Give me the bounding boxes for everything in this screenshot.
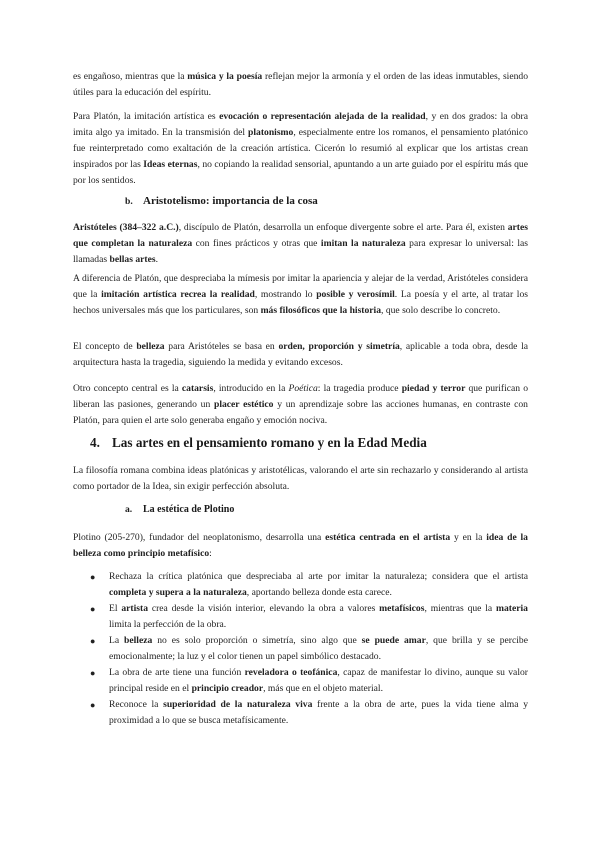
text-run: La filosofía romana combina ideas platónicas y aristotélicas, valorando el arte sin rechazarlo y considerando al artista como portador de la Idea, sin exigir perfección absoluta. — [73, 465, 528, 492]
bold-text: superioridad de la naturaleza viva — [163, 699, 313, 710]
paragraph-music-poetry — [73, 69, 528, 101]
bold-text: catarsis — [181, 383, 214, 394]
text-run: El — [109, 603, 122, 614]
bold-text: estética centrada en el artista — [325, 532, 451, 543]
text-run: , introducido en la — [213, 383, 289, 394]
bold-text: imitación artística recrea la realidad — [101, 289, 255, 300]
text-run: , discípulo de Platón, desarrolla un enfoque divergente sobre el arte. Para él, existen — [178, 222, 508, 233]
chapter-number: 4. — [90, 435, 100, 450]
text-run: es engañoso, mientras que la — [73, 71, 188, 82]
bullet-icon: ● — [90, 668, 96, 678]
text-run: , aportando belleza donde esta carece. — [246, 587, 392, 598]
paragraph-aristoteles-belleza — [73, 339, 528, 371]
chapter-heading-text: Las artes en el pensamiento romano y en la Edad Media — [112, 435, 427, 450]
paragraph-text — [73, 271, 528, 319]
paragraph-aristoteles-mimesis — [73, 271, 528, 319]
text-run: para Aristóteles se basa en — [164, 341, 279, 352]
paragraph-aristoteles-intro — [73, 220, 528, 268]
list-item — [73, 665, 528, 697]
paragraph-text — [73, 69, 528, 101]
bullet-icon: ● — [90, 604, 96, 614]
bold-text: evocación o representación alejada de la realidad — [219, 111, 426, 122]
section-heading-text: Aristotelismo: importancia de la cosa — [143, 195, 318, 207]
text-run: , más que en el objeto material. — [263, 683, 383, 694]
text-run: , aplicable a toda obra, desde la arquitectura hasta la tragedia, siguiendo la medida y evitando excesos. — [73, 341, 529, 368]
text-run: con fines prácticos y otras que — [192, 238, 321, 249]
bold-text: imitan la naturaleza — [320, 238, 406, 249]
list-item-text — [109, 603, 528, 630]
list-item — [73, 601, 528, 633]
bold-text: reveladora o teofánica — [244, 667, 338, 678]
bullet-icon: ● — [90, 700, 96, 710]
list-item-text — [109, 571, 528, 598]
chapter-heading-roman-medieval — [90, 434, 530, 452]
list-item-text — [109, 667, 528, 694]
paragraph-text — [73, 381, 528, 429]
text-run: Otro concepto central es la — [73, 383, 182, 394]
bold-text: se puede amar — [361, 635, 426, 646]
text-run: y en la — [450, 532, 487, 543]
bold-text: idea de la belleza como principio metafísico — [73, 532, 528, 559]
bold-text: metafísicos — [379, 603, 425, 614]
italic-text: Poética — [288, 383, 318, 394]
plotino-bullet-list — [73, 569, 528, 729]
text-run: La — [109, 635, 125, 646]
paragraph-text — [73, 220, 528, 268]
paragraph-text — [73, 109, 528, 189]
bold-text: música y la poesía — [187, 71, 263, 82]
section-letter: a. — [125, 504, 133, 515]
text-run: Para Platón, la imitación artística es — [73, 111, 220, 122]
text-run: : la tragedia produce — [317, 383, 402, 394]
text-run: , que brilla y se percibe emocionalmente; la luz y el color tienen un papel simbólico destacado. — [109, 635, 528, 662]
bold-text: orden, proporción y simetría — [278, 341, 400, 352]
paragraph-text — [73, 339, 528, 371]
text-run: La obra de arte tiene una función — [109, 667, 245, 678]
bold-text: artista — [121, 603, 148, 614]
bold-text: Ideas eternas — [143, 159, 198, 170]
text-run: crea desde la visión interior, elevando la obra a valores — [148, 603, 380, 614]
section-heading-text: La estética de Plotino — [143, 504, 235, 515]
text-run: , especialmente entre los romanos, el pensamiento platónico fue reinterpretado como exaltación de la creación artística. Cicerón lo resumió al explicar que los artistas crean inspirados por las — [73, 127, 528, 170]
text-run: , capaz de manifestar lo divino, aunque su valor principal reside en el — [109, 667, 528, 694]
list-item-text — [109, 699, 528, 726]
text-run: , que solo describe lo concreto. — [381, 305, 501, 316]
bold-text: belleza — [136, 341, 165, 352]
paragraph-text — [73, 463, 528, 495]
bold-text: belleza — [124, 635, 153, 646]
text-run: y un aprendizaje sobre las acciones humanas, en contraste con Platón, para quien el arte solo generaba engaño y emoción nociva. — [73, 399, 528, 426]
section-heading-aristotelismo — [125, 193, 318, 210]
bold-text: bellas artes — [109, 254, 156, 265]
text-run: limita la perfección de la obra. — [109, 619, 227, 630]
section-heading-plotino — [125, 502, 234, 518]
text-run: , no copiando la realidad sensorial, apuntando a un arte guiado por el espíritu más que por los sentidos. — [73, 159, 528, 186]
text-run: que purifican o liberan las pasiones, generando un — [73, 383, 528, 410]
text-run: , y en dos grados: la obra imita algo ya imitado. En la transmisión del — [73, 111, 529, 138]
text-run: A diferencia de Platón, que despreciaba la mímesis por imitar la apariencia y alejar de la verdad, Aristóteles considera que la — [73, 273, 528, 300]
paragraph-plotino-intro — [73, 530, 528, 562]
bold-text: posible y verosímil — [316, 289, 395, 300]
text-run: , mientras que la — [424, 603, 497, 614]
bullet-icon: ● — [90, 572, 96, 582]
text-run: . — [155, 254, 159, 265]
text-run: Reconoce la — [109, 699, 164, 710]
bold-text: Aristóteles (384–322 a.C.) — [73, 222, 179, 233]
text-run: , mostrando lo — [254, 289, 317, 300]
text-run: reflejan mejor la armonía y el orden de las ideas inmutables, siendo útiles para la educación del espíritu. — [73, 71, 528, 98]
text-run: para expresar lo universal: las llamadas — [73, 238, 528, 265]
text-run: : — [209, 548, 212, 559]
section-letter: b. — [125, 196, 133, 207]
bold-text: más filosóficos que la historia — [260, 305, 382, 316]
list-item-text — [109, 635, 528, 662]
bold-text: artes que completan la naturaleza — [73, 222, 528, 249]
bold-text: completa y supera a la naturaleza — [109, 587, 247, 598]
bold-text: placer estético — [213, 399, 274, 410]
bold-text: materia — [496, 603, 528, 614]
list-item — [73, 697, 528, 729]
text-run: El concepto de — [73, 341, 137, 352]
bold-text: principio creador — [191, 683, 264, 694]
list-item — [73, 633, 528, 665]
text-run: no es solo proporción o simetría, sino algo que — [152, 635, 362, 646]
text-run: Rechaza la crítica platónica que despreciaba al arte por imitar la naturaleza; considera que el artista — [109, 571, 528, 582]
bullet-icon: ● — [90, 636, 96, 646]
paragraph-catarsis — [73, 381, 528, 429]
bold-text: platonismo — [248, 127, 294, 138]
text-run: frente a la obra de arte, pues la vida tiene alma y proximidad a lo que se busca metafísicamente. — [109, 699, 528, 726]
bold-text: piedad y terror — [401, 383, 466, 394]
text-run: Plotino (205-270), fundador del neoplatonismo, desarrolla una — [73, 532, 326, 543]
list-item — [73, 569, 528, 601]
paragraph-platon-imitation — [73, 109, 528, 189]
paragraph-roman-philosophy — [73, 463, 528, 495]
text-run: . La poesía y el arte, al tratar los hechos universales más que los particulares, son — [73, 289, 528, 316]
paragraph-text — [73, 530, 528, 562]
